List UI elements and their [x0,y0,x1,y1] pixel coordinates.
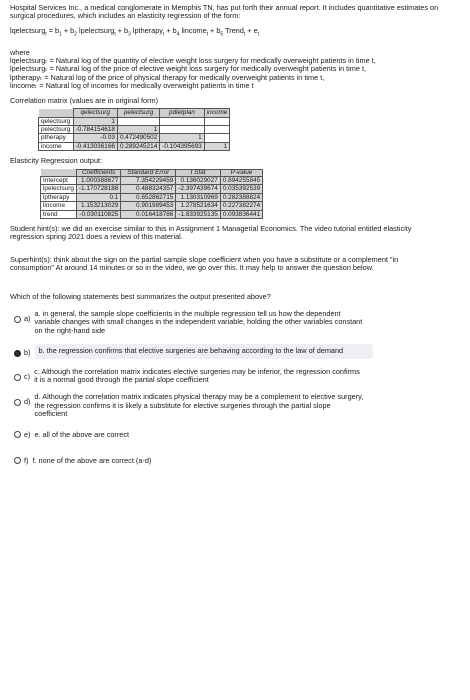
option-text: c. Although the correlation matrix indicates elective surgeries may be inferior, the regression confirms it is a normal good through the partial slope coefficient [34,366,360,385]
corr-cell [160,117,204,125]
radio-e[interactable] [14,431,21,438]
regression-formula: lqelectsurg$_t$ = $b_1 + b_2$ lpelectsurg$_t$ + $b_3$ lptherapy$_t$ + $b_4$ lincome$_t$ + $b_5$ Trend$_t$ + $e_t$ [10,25,260,38]
option-f[interactable] [14,457,460,465]
reg-cell: 0.282388824 [220,193,262,201]
reg-header-cell: Coefficients [76,169,120,176]
reg-cell: 0.136029027 [176,176,220,184]
option-letter: b) [24,348,31,358]
definition-ptherapy: lptherapyₜ = Natural log of the price of physical therapy for medically overweight patients in time t, [10,72,325,82]
reg-header-cell [41,169,77,176]
corr-row-label: ptherapy [39,134,74,142]
table-row [39,125,230,133]
corr-cell: 0.289245214 [117,142,159,150]
corr-header-cell: qelectsurg [73,109,117,117]
reg-cell: 0.652862715 [121,193,176,201]
corr-header-cell [39,109,74,117]
superhint: Superhint(s): think about the sign on the partial sample slope coefficient when you have a substitute or a complement "in consumption" At around 14 minutes or so in the video, we go over this. It may help to answer the question below. [10,254,399,273]
table-row [41,193,263,201]
reg-header-cell: t Stat [176,169,220,176]
reg-row-label: Intercept [41,176,77,184]
table-row [41,202,263,210]
corr-row-label: pelectsurg [39,125,74,133]
corr-cell: 1 [160,134,204,142]
question-text: Which of the following statements best summarizes the output presented above? [10,291,271,301]
option-text: e. all of the above are correct [34,429,130,439]
option-d[interactable] [14,393,460,418]
option-letter: d) [24,397,31,407]
correlation-title: Correlation matrix (values are in original form) [10,95,159,105]
reg-cell: 1.130310969 [176,193,220,201]
regression-header-row [41,169,263,176]
corr-cell: 1 [73,117,117,125]
student-hint: Student hint(s): we did an exercise similar to this in Assignment 1 Managerial Economics. The video tutorial entitled elasticity regression spring 2021 does a review of this material. [10,223,412,242]
option-letter: f) [24,456,29,466]
corr-cell [204,117,230,125]
option-a[interactable] [14,310,460,335]
reg-cell: 1.000388677 [76,176,120,184]
corr-cell [204,134,230,142]
table-row [39,117,230,125]
intro-text: Hospital Services Inc., a medical conglomerate in Memphis TN, has put forth their annual report. It includes quantitative estimates on surgical procedures, which includes an elasticity regression of the form: [10,3,439,21]
reg-cell: 0.488324357 [121,185,176,193]
corr-cell: -0.03 [73,134,117,142]
corr-cell: -0.104395693 [160,142,204,150]
correlation-header-row [39,109,230,117]
radio-f[interactable] [14,457,21,464]
correlation-matrix [38,108,230,151]
table-row [39,134,230,142]
regression-title: Elasticity Regression output: [10,156,103,166]
reg-header-cell: P-value [220,169,262,176]
reg-cell: 0.016418786 [121,210,176,218]
radio-c[interactable] [14,374,21,381]
reg-row-label: lptherapy [41,193,77,201]
corr-cell: 1 [204,142,230,150]
corr-cell: 1 [117,125,159,133]
corr-header-cell: pdietplan [160,109,204,117]
option-letter: e) [24,429,31,439]
corr-cell [160,125,204,133]
corr-row-label: income [39,142,74,150]
table-row [41,176,263,184]
radio-d[interactable] [14,399,21,406]
option-text: a. in general, the sample slope coefficients in the multiple regression tell us how the dependent variable changes with small changes in the independent variable, holding the other variables constant on the right-hand side [34,309,363,335]
reg-row-label: lincome [41,202,77,210]
option-letter: a) [24,314,31,324]
option-c[interactable] [14,368,460,385]
reg-cell: -1.833925135 [176,210,220,218]
reg-cell: 0.894255845 [220,176,262,184]
option-text: f. none of the above are correct (a-d) [32,456,152,466]
corr-row-label: qelectsurg [39,117,74,125]
reg-cell: 1.278521634 [176,202,220,210]
corr-cell: 0.472490502 [117,134,159,142]
reg-row-label: lpelectsurg [41,185,77,193]
reg-row-label: trend [41,210,77,218]
corr-cell: -0.413036166 [73,142,117,150]
reg-cell: 0.1 [76,193,120,201]
definition-pelectsurg: lpelectsurgₜ = Natural log of the price of elective weight loss surgery for medically overweight patients in time t, [10,64,367,74]
reg-cell: 0.035392539 [220,185,262,193]
reg-cell: -1.170728188 [76,185,120,193]
corr-cell [204,125,230,133]
table-row [41,185,263,193]
reg-cell: 0.901989453 [121,202,176,210]
option-text: b. the regression confirms that elective surgeries are behaving according to the law of demand [35,344,373,358]
corr-header-cell: pelectsurg [117,109,159,117]
reg-cell: 0.093836441 [220,210,262,218]
table-row [39,142,230,150]
option-b[interactable] [14,344,460,358]
option-letter: c) [24,371,31,381]
reg-cell: 0.227382274 [220,202,262,210]
reg-cell: -0.030110825 [76,210,120,218]
radio-a[interactable] [14,316,21,323]
reg-header-cell: Standard Error [121,169,176,176]
option-e[interactable] [14,431,460,439]
corr-cell [117,117,159,125]
regression-output-table [40,169,263,219]
corr-cell: -0.784154618 [73,125,117,133]
reg-cell: 7.354229459 [121,176,176,184]
table-row [41,210,263,218]
definition-income: lincomeₜ = Natural log of incomes for medically overweight patients in time t [10,81,254,91]
corr-header-cell: income [204,109,230,117]
radio-b-selected[interactable] [14,350,21,357]
reg-cell: 1.153213029 [76,202,120,210]
where-label: where [10,47,30,57]
option-text: d. Although the correlation matrix indicates physical therapy may be a complement to elective surgery, the regression confirms it is likely a substitute for elective surgeries through the partial slope coefficient [34,392,364,419]
reg-cell: -2.397439674 [176,185,220,193]
definition-qelectsurg: lqelectsurgₜ = Natural log of the quantity of elective weight loss surgery for medically overweight patients in time t, [10,56,376,66]
